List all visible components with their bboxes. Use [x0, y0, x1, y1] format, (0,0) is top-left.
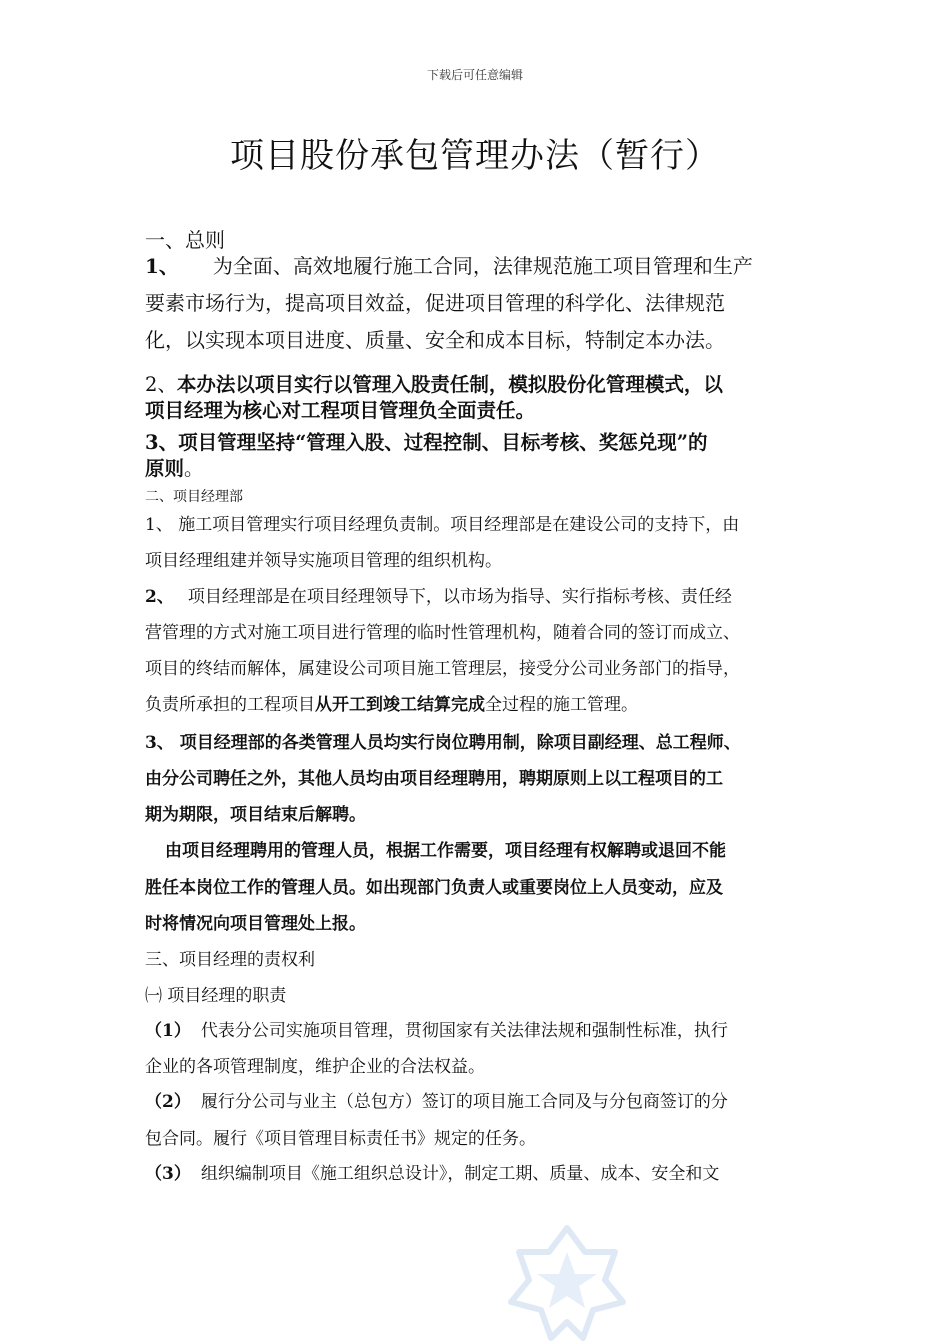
s3-item-3-line-1 — [145, 1159, 815, 1184]
s2-p4-line-3: 时将情况向项目管理处上报。 — [145, 914, 366, 934]
s1-p3-end: 。 — [184, 457, 204, 480]
s3-subheading: ㈠ 项目经理的职责 — [145, 986, 287, 1006]
s1-p3-text: 原则 — [145, 457, 185, 480]
s1-p3-line-1: 3、项目管理坚持“管理入股、过程控制、目标考核、奖惩兑现”的 — [145, 431, 708, 454]
s1-p1-line-1 — [145, 250, 815, 279]
s3-item-2-line-1 — [145, 1087, 815, 1112]
s1-p1-line-2: 要素市场行为，提高项目效益，促进项目管理的科学化、法律规范 — [145, 291, 725, 315]
s2-p2-line-1 — [145, 582, 815, 607]
page-header: 下载后可任意编辑 — [426, 68, 523, 82]
section-1-heading: 一、总则 — [145, 228, 225, 252]
s3-item-1-line-1 — [145, 1016, 815, 1041]
snowflake-logo-icon — [505, 1222, 630, 1344]
s1-p2-text: 本办法以项目实行以管理入股责任制，模拟股份化管理模式，以 — [176, 373, 723, 396]
s2-p1-line-1: 1、 施工项目管理实行项目经理负责制。项目经理部是在建设公司的支持下，由 — [145, 515, 740, 535]
section-3-heading: 三、项目经理的责权利 — [145, 950, 315, 970]
s2-p2-last-b: 从开工到竣工结算完成 — [315, 695, 485, 715]
s1-p3-line-2 — [145, 453, 815, 481]
s1-p2-line-2: 项目经理为核心对工程项目管理负全面责任。 — [145, 399, 536, 422]
s2-p2-last-a: 负责所承担的工程项目 — [145, 695, 315, 715]
s3-item-3-text: 组织编制项目《施工组织总设计》，制定工期、质量、成本、安全和文 — [200, 1164, 720, 1184]
s2-p2-line-4 — [145, 690, 815, 715]
s3-item-3-number: （3） — [145, 1164, 191, 1184]
s2-p1-line-2: 项目经理组建并领导实施项目管理的组织机构。 — [145, 551, 502, 571]
s2-p3-line-2: 由分公司聘任之外，其他人员均由项目经理聘用，聘期原则上以工程项目的工 — [145, 769, 723, 789]
section-2-heading: 二、项目经理部 — [145, 489, 243, 505]
s1-p1-number: 1、 — [145, 254, 179, 278]
s3-item-2-line-2: 包合同。履行《项目管理目标责任书》规定的任务。 — [145, 1129, 536, 1149]
document-title: 项目股份承包管理办法（暂行） — [230, 136, 720, 176]
s3-item-2-text: 履行分公司与业主（总包方）签订的项目施工合同及与分包商签订的分 — [200, 1092, 728, 1112]
s1-p1-line-3: 化，以实现本项目进度、质量、安全和成本目标，特制定本办法。 — [145, 328, 725, 352]
s2-p2-last-c: 全过程的施工管理。 — [485, 695, 638, 715]
s2-p4-line-2: 胜任本岗位工作的管理人员。如出现部门负责人或重要岗位上人员变动，应及 — [145, 878, 723, 898]
s3-item-1-text: 代表分公司实施项目管理，贯彻国家有关法律法规和强制性标准，执行 — [200, 1021, 728, 1041]
s1-p2-number: 2、 — [145, 373, 177, 396]
s2-p3-line-1: 3、 项目经理部的各类管理人员均实行岗位聘用制，除项目副经理、总工程师、 — [145, 733, 741, 753]
s3-item-2-number: （2） — [145, 1092, 191, 1112]
s3-item-1-line-2: 企业的各项管理制度，维护企业的合法权益。 — [145, 1057, 485, 1077]
s2-p3-line-3: 期为期限，项目结束后解聘。 — [145, 805, 366, 825]
s2-p2-line-3: 项目的终结而解体，属建设公司项目施工管理层，接受分公司业务部门的指导， — [145, 659, 740, 679]
s1-p2-line-1 — [145, 369, 815, 397]
s2-p2-line-2: 营管理的方式对施工项目进行管理的临时性管理机构，随着合同的签订而成立、 — [145, 623, 740, 643]
s2-p2-text: 项目经理部是在项目经理领导下，以市场为指导、实行指标考核、责任经 — [187, 587, 732, 607]
s2-p2-number: 2、 — [145, 587, 174, 607]
s1-p1-text: 为全面、高效地履行施工合同，法律规范施工项目管理和生产 — [212, 254, 753, 278]
s3-item-1-number: （1） — [145, 1021, 191, 1041]
s2-p4-line-1: 由项目经理聘用的管理人员，根据工作需要，项目经理有权解聘或退回不能 — [165, 841, 726, 861]
